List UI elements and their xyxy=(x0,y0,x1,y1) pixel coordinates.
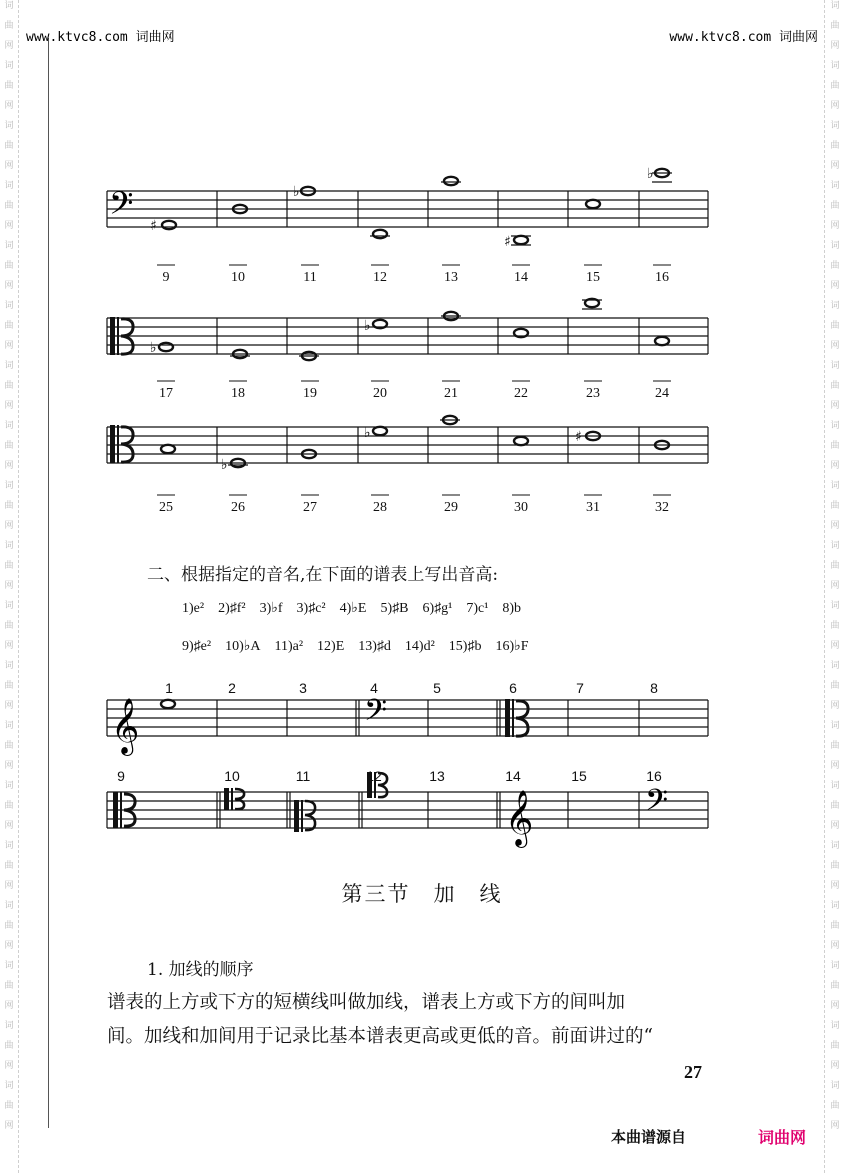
header-url-left[interactable]: www.ktvc8.com 词曲网 xyxy=(26,30,175,45)
page-number: 27 xyxy=(684,1062,702,1082)
watermark-char: 曲 xyxy=(830,921,840,931)
watermark-char: 网 xyxy=(830,1061,840,1071)
watermark-char: 曲 xyxy=(4,501,14,511)
watermark-char: 词 xyxy=(830,181,840,191)
measure-number: 19 xyxy=(303,386,317,401)
pitch-name: 14)d² xyxy=(404,639,435,654)
measure-number: 17 xyxy=(159,386,173,401)
watermark-char: 曲 xyxy=(4,441,14,451)
watermark-char: 网 xyxy=(830,1121,840,1131)
pitch-name: 9)♯e² xyxy=(182,639,212,654)
measure-number: 18 xyxy=(231,386,245,401)
measure-number: 12 xyxy=(373,270,387,285)
treble-clef-icon: 𝄞 xyxy=(111,698,140,754)
watermark-char: 词 xyxy=(830,361,840,371)
watermark-char: 词 xyxy=(4,61,14,71)
pitch-name: 4)♭E xyxy=(339,601,367,616)
watermark-char: 曲 xyxy=(4,1101,14,1111)
flat-icon: ♭ xyxy=(293,184,300,200)
watermark-char: 网 xyxy=(4,941,14,951)
watermark-char: 曲 xyxy=(830,201,840,211)
watermark-char: 网 xyxy=(4,881,14,891)
pitch-name: 1)e² xyxy=(182,601,205,616)
watermark-char: 词 xyxy=(830,241,840,251)
watermark-char: 网 xyxy=(830,701,840,711)
watermark-char: 词 xyxy=(4,1081,14,1091)
watermark-char: 词 xyxy=(830,841,840,851)
measure-number: 10 xyxy=(231,270,245,285)
watermark-char: 网 xyxy=(4,41,14,51)
watermark-char: 网 xyxy=(4,221,14,231)
watermark-char: 曲 xyxy=(4,861,14,871)
measure-number: 27 xyxy=(303,500,317,515)
watermark-char: 曲 xyxy=(4,141,14,151)
watermark-char: 词 xyxy=(4,181,14,191)
watermark-char: 网 xyxy=(4,161,14,171)
staff-measure-number: 12 xyxy=(366,768,382,784)
watermark-char: 词 xyxy=(4,121,14,131)
staff-measure-number: 10 xyxy=(224,768,240,784)
c-clef-icon xyxy=(294,800,315,832)
c-clef-icon xyxy=(113,792,135,828)
measure-number: 31 xyxy=(586,500,600,515)
pitch-name: 7)c¹ xyxy=(466,601,489,616)
measure-number: 22 xyxy=(514,386,528,401)
watermark-char: 词 xyxy=(4,781,14,791)
watermark-char: 曲 xyxy=(4,21,14,31)
pitch-name: 2)♯f² xyxy=(218,601,246,616)
watermark-char: 词 xyxy=(4,301,14,311)
watermark-char: 网 xyxy=(830,581,840,591)
watermark-char: 词 xyxy=(830,1,840,11)
staff-measure-number: 2 xyxy=(228,680,236,696)
measure-number: 14 xyxy=(514,270,528,285)
flat-icon: ♭ xyxy=(364,318,371,334)
watermark-char: 词 xyxy=(4,1021,14,1031)
footer-brand-link[interactable]: 词曲网 xyxy=(758,1128,807,1147)
watermark-char: 词 xyxy=(4,241,14,251)
watermark-char: 网 xyxy=(830,641,840,651)
watermark-char: 网 xyxy=(830,521,840,531)
watermark-char: 词 xyxy=(830,1081,840,1091)
staff-measure-number: 11 xyxy=(295,768,311,784)
measure-number: 26 xyxy=(231,500,245,515)
treble-clef-icon: 𝄞 xyxy=(505,790,534,846)
measure-number: 24 xyxy=(655,386,669,401)
watermark-char: 网 xyxy=(4,761,14,771)
watermark-char: 网 xyxy=(4,101,14,111)
pitch-name: 11)a² xyxy=(274,639,304,654)
pitch-name: 15)♯b xyxy=(448,639,482,654)
watermark-char: 词 xyxy=(4,661,14,671)
watermark-char: 曲 xyxy=(830,261,840,271)
watermark-char: 曲 xyxy=(4,381,14,391)
watermark-char: 网 xyxy=(4,281,14,291)
watermark-char: 曲 xyxy=(830,1101,840,1111)
bass-clef-icon: 𝄢 xyxy=(364,694,388,735)
watermark-char: 词 xyxy=(830,61,840,71)
watermark-char: 曲 xyxy=(4,741,14,751)
blank-staff-row-1 xyxy=(107,700,708,736)
staff-measure-number: 6 xyxy=(509,680,517,696)
watermark-char: 词 xyxy=(4,1,14,11)
watermark-char: 词 xyxy=(4,481,14,491)
watermark-char: 网 xyxy=(830,281,840,291)
watermark-char: 词 xyxy=(830,661,840,671)
staff-measure-number: 3 xyxy=(299,680,307,696)
watermark-char: 曲 xyxy=(830,981,840,991)
watermark-char: 网 xyxy=(830,881,840,891)
watermark-char: 曲 xyxy=(830,501,840,511)
watermark-char: 网 xyxy=(830,161,840,171)
watermark-char: 网 xyxy=(4,1121,14,1131)
measure-number: 30 xyxy=(514,500,528,515)
flat-icon: ♭ xyxy=(364,425,371,441)
watermark-char: 曲 xyxy=(830,861,840,871)
example-note-e2 xyxy=(161,700,175,708)
watermark-char: 网 xyxy=(830,821,840,831)
watermark-char: 曲 xyxy=(4,801,14,811)
staff-measure-number: 9 xyxy=(117,768,125,784)
watermark-char: 曲 xyxy=(830,621,840,631)
pitch-name: 3)♯c² xyxy=(296,601,326,616)
watermark-char: 词 xyxy=(4,361,14,371)
staff-measure-number: 5 xyxy=(433,680,441,696)
watermark-char: 网 xyxy=(4,401,14,411)
pitch-name: 8)b xyxy=(502,601,522,616)
header-url-right[interactable]: www.ktvc8.com 词曲网 xyxy=(669,30,818,45)
bass-clef-icon: 𝄢 xyxy=(109,185,134,229)
staff-measure-number: 13 xyxy=(429,768,445,784)
watermark-char: 曲 xyxy=(4,81,14,91)
measure-number: 15 xyxy=(586,270,600,285)
watermark-char: 曲 xyxy=(4,561,14,571)
watermark-char: 词 xyxy=(830,121,840,131)
watermark-char: 曲 xyxy=(830,741,840,751)
watermark-char: 网 xyxy=(4,1061,14,1071)
staff-measure-number: 8 xyxy=(650,680,658,696)
watermark-char: 网 xyxy=(4,341,14,351)
watermark-char: 曲 xyxy=(4,921,14,931)
staff-measure-number: 15 xyxy=(571,768,587,784)
watermark-char: 词 xyxy=(830,721,840,731)
watermark-char: 词 xyxy=(830,421,840,431)
watermark-char: 网 xyxy=(830,41,840,51)
flat-icon: ♭ xyxy=(150,340,157,356)
watermark-char: 词 xyxy=(830,901,840,911)
staff-measure-number: 7 xyxy=(576,680,584,696)
watermark-char: 词 xyxy=(4,961,14,971)
blank-staff-row-2 xyxy=(107,792,708,828)
staff-measure-number: 1 xyxy=(165,680,173,696)
watermark-char: 曲 xyxy=(4,681,14,691)
watermark-char: 词 xyxy=(4,421,14,431)
measure-number: 16 xyxy=(655,270,669,285)
watermark-char: 曲 xyxy=(830,1041,840,1051)
measure-number: 11 xyxy=(303,270,317,285)
watermark-char: 网 xyxy=(830,1001,840,1011)
c-clef-icon xyxy=(224,788,244,810)
sharp-icon: ♯ xyxy=(504,234,511,250)
measure-number: 29 xyxy=(444,500,458,515)
watermark-char: 网 xyxy=(830,221,840,231)
watermark-char: 网 xyxy=(4,821,14,831)
watermark-char: 词 xyxy=(4,541,14,551)
measure-number: 28 xyxy=(373,500,387,515)
measure-number: 21 xyxy=(444,386,458,401)
measure-number: 9 xyxy=(162,270,170,285)
measure-number: 23 xyxy=(586,386,600,401)
watermark-char: 网 xyxy=(4,1001,14,1011)
watermark-char: 曲 xyxy=(4,261,14,271)
watermark-char: 曲 xyxy=(830,561,840,571)
watermark-char: 曲 xyxy=(4,321,14,331)
staff-measure-number: 4 xyxy=(370,680,378,696)
pitch-name: 5)♯B xyxy=(380,601,409,616)
watermark-char: 词 xyxy=(4,901,14,911)
watermark-char: 词 xyxy=(4,721,14,731)
watermark-char: 曲 xyxy=(4,1041,14,1051)
watermark-char: 网 xyxy=(830,461,840,471)
watermark-char: 曲 xyxy=(4,621,14,631)
watermark-char: 网 xyxy=(830,101,840,111)
watermark-char: 词 xyxy=(830,601,840,611)
pitch-name: 3)♭f xyxy=(259,601,283,616)
watermark-char: 词 xyxy=(830,301,840,311)
section2-title: 二、根据指定的音名,在下面的谱表上写出音高: xyxy=(147,565,499,585)
watermark-char: 曲 xyxy=(830,681,840,691)
watermark-char: 网 xyxy=(4,461,14,471)
flat-icon: ♭ xyxy=(647,166,654,182)
watermark-char: 词 xyxy=(830,781,840,791)
watermark-char: 曲 xyxy=(830,21,840,31)
watermark-char: 曲 xyxy=(830,381,840,391)
body-paragraph-line-1: 谱表的上方或下方的短横线叫做加线，谱表上方或下方的间叫加 xyxy=(107,992,626,1013)
section-heading: 第三节 加 线 xyxy=(341,882,503,906)
watermark-char: 曲 xyxy=(830,81,840,91)
watermark-char: 词 xyxy=(4,601,14,611)
watermark-char: 曲 xyxy=(830,321,840,331)
watermark-char: 网 xyxy=(4,701,14,711)
watermark-char: 词 xyxy=(830,961,840,971)
watermark-char: 网 xyxy=(4,581,14,591)
measure-number: 13 xyxy=(444,270,458,285)
watermark-char: 词 xyxy=(4,841,14,851)
flat-icon: ♭ xyxy=(221,457,228,473)
sharp-icon: ♯ xyxy=(575,429,582,445)
watermark-char: 网 xyxy=(830,941,840,951)
watermark-char: 曲 xyxy=(830,801,840,811)
watermark-char: 网 xyxy=(830,401,840,411)
watermark-char: 词 xyxy=(830,541,840,551)
footer-source-label: 本曲谱源自 xyxy=(611,1128,687,1146)
staff-measure-number: 14 xyxy=(505,768,521,784)
pitch-name: 12)E xyxy=(317,639,345,654)
watermark-char: 词 xyxy=(830,481,840,491)
sub-heading: 1. 加线的顺序 xyxy=(147,960,254,980)
watermark-char: 曲 xyxy=(830,141,840,151)
pitch-name: 13)♯d xyxy=(358,639,391,654)
watermark-char: 网 xyxy=(4,521,14,531)
watermark-char: 词 xyxy=(830,1021,840,1031)
measure-number: 20 xyxy=(373,386,387,401)
watermark-char: 曲 xyxy=(4,981,14,991)
watermark-char: 曲 xyxy=(830,441,840,451)
pitch-name: 16)♭F xyxy=(495,639,529,654)
measure-number: 32 xyxy=(655,500,669,515)
pitch-name: 6)♯g¹ xyxy=(422,601,453,616)
bass-clef-icon: 𝄢 xyxy=(645,784,669,825)
body-paragraph-line-2: 间。加线和加间用于记录比基本谱表更高或更低的音。前面讲过的“ xyxy=(107,1026,653,1047)
sharp-icon: ♯ xyxy=(150,218,157,234)
watermark-char: 网 xyxy=(830,761,840,771)
pitch-name: 10)♭A xyxy=(225,639,261,654)
watermark-char: 曲 xyxy=(4,201,14,211)
watermark-char: 网 xyxy=(4,641,14,651)
watermark-char: 网 xyxy=(830,341,840,351)
staff-measure-number: 16 xyxy=(646,768,662,784)
measure-number: 25 xyxy=(159,500,173,515)
